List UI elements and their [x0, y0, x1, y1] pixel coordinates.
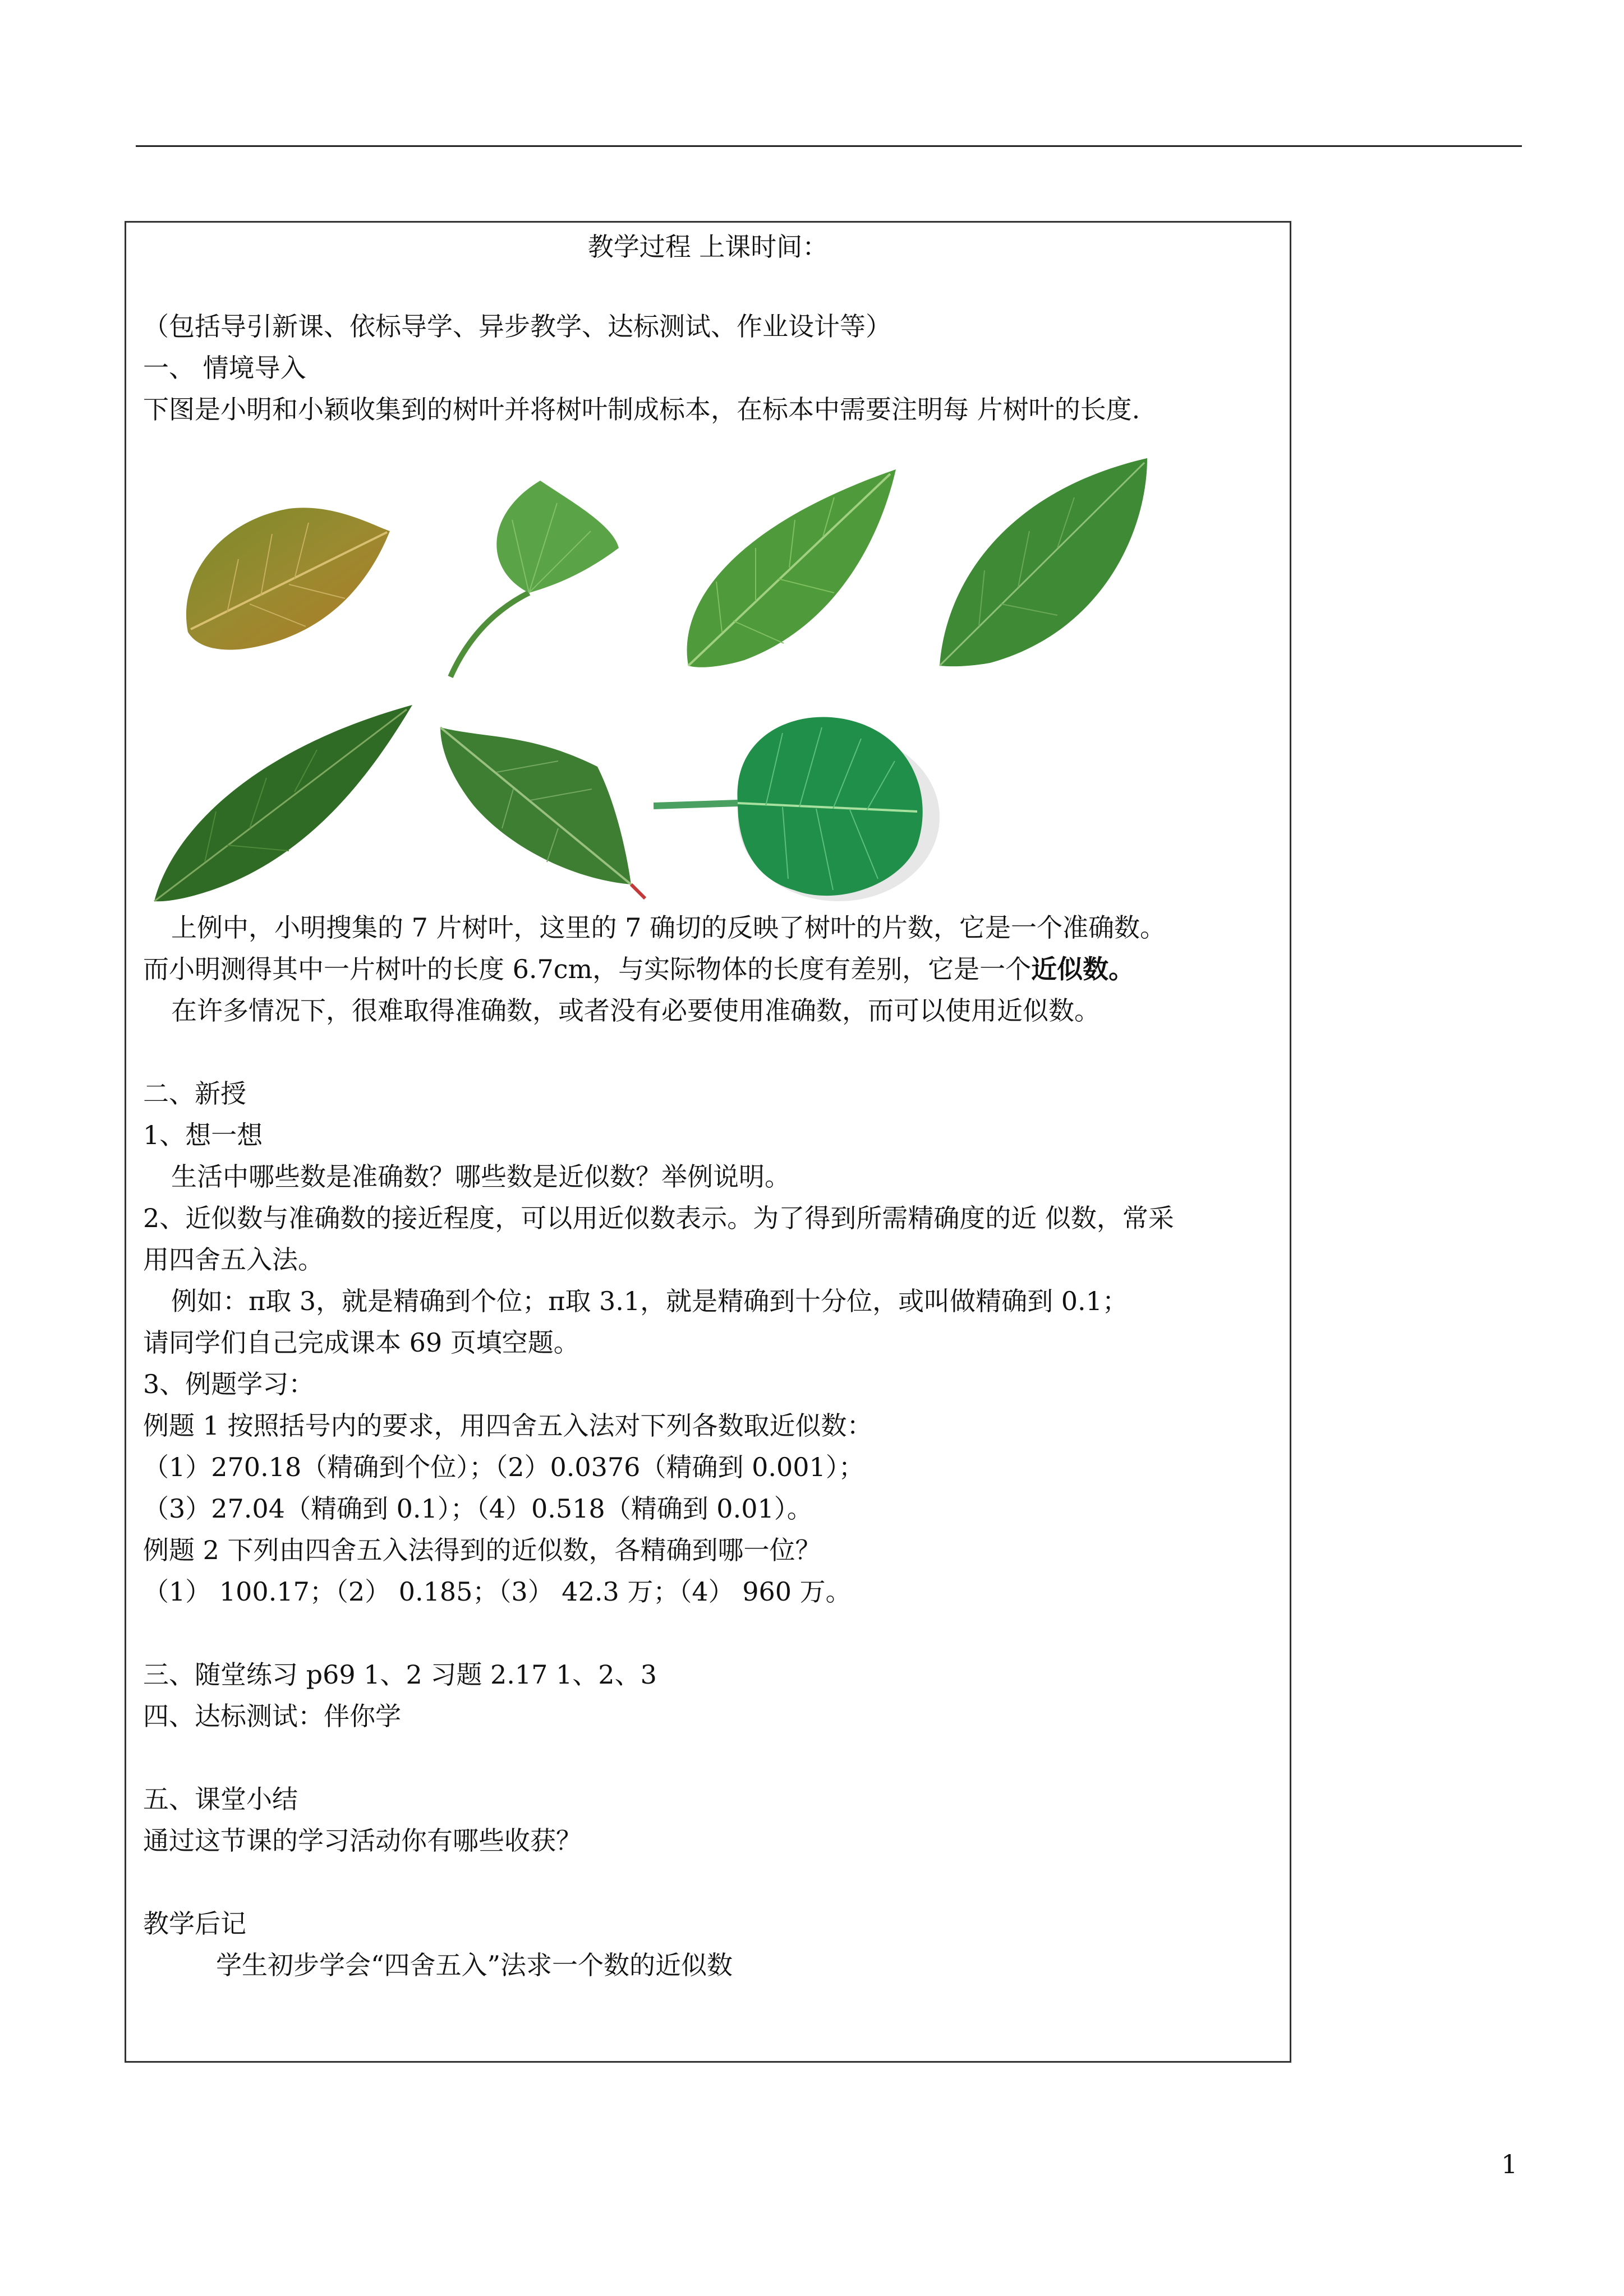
- section1-desc: 下图是小明和小颖收集到的树叶并将树叶制成标本，在标本中需要注明每 片树叶的长度.: [143, 394, 1140, 425]
- item3: 3、例题学习：: [143, 1369, 315, 1399]
- postscript-heading: 教学后记: [143, 1908, 246, 1939]
- item1: 1、想一想: [143, 1120, 263, 1150]
- ex1-line1: （1）270.18（精确到个位）；（2）0.0376（精确到 0.001）；: [143, 1452, 864, 1482]
- example-line2: 请同学们自己完成课本 69 页填空题。: [143, 1327, 579, 1358]
- header-title: 教学过程 上课时间：: [587, 232, 829, 262]
- section1-heading: 一、 情境导入: [143, 353, 306, 383]
- ex1-title: 例题 1 按照括号内的要求，用四舍五入法对下列各数取近似数：: [143, 1410, 873, 1441]
- ex1-line2: （3）27.04（精确到 0.1）；（4）0.518（精确到 0.01）。: [143, 1493, 813, 1524]
- para1-line2-text: 而小明测得其中一片树叶的长度 6.7cm，与实际物体的长度有差别，它是一个: [143, 954, 1032, 984]
- approx-number-term: 近似数。: [1031, 954, 1135, 984]
- lesson-box: [125, 221, 1291, 2063]
- leaf-image-6: [429, 716, 654, 907]
- section5-text: 通过这节课的学习活动你有哪些收获？: [143, 1825, 582, 1856]
- section2-heading: 二、新授: [143, 1078, 246, 1109]
- ex2-title: 例题 2 下列由四舍五入法得到的近似数，各精确到哪一位？: [143, 1535, 821, 1565]
- leaf-image-3: [666, 458, 907, 677]
- leaf-image-4: [923, 447, 1158, 677]
- item1-text: 生活中哪些数是准确数？哪些数是近似数？举例说明。: [171, 1161, 790, 1192]
- example-line1: 例如：π取 3，就是精确到个位；π取 3.1，就是精确到十分位，或叫做精确到 0.1；: [171, 1286, 1128, 1316]
- ex2-line: （1） 100.17；（2） 0.185；（3） 42.3 万；（4） 960 万。: [143, 1576, 852, 1607]
- section5-heading: 五、课堂小结: [143, 1784, 298, 1814]
- intro-note: （包括导引新课、依标导学、异步教学、达标测试、作业设计等）: [143, 311, 891, 342]
- para1-line2: [143, 953, 1134, 985]
- leaf-image-5: [137, 694, 424, 912]
- leaf-image-7: [654, 699, 945, 912]
- item2-line2: 用四舍五入法。: [143, 1244, 324, 1275]
- leaf-image-1: [177, 486, 395, 660]
- header-rule: [136, 145, 1522, 147]
- section4: 四、达标测试：伴你学: [143, 1701, 401, 1731]
- item2-line1: 2、近似数与准确数的接近程度，可以用近似数表示。为了得到所需精确度的近 似数，常采: [143, 1203, 1174, 1233]
- page-number: 1: [1501, 2149, 1518, 2179]
- para2: 在许多情况下，很难取得准确数，或者没有必要使用准确数，而可以使用近似数。: [171, 995, 1100, 1026]
- postscript-text: 学生初步学会“四舍五入”法求一个数的近似数: [216, 1950, 733, 1980]
- para1-line1: 上例中，小明搜集的 7 片树叶，这里的 7 确切的反映了树叶的片数，它是一个准确数。: [171, 912, 1166, 943]
- section3: 三、随堂练习 p69 1、2 习题 2.17 1、2、3: [143, 1659, 657, 1690]
- leaf-image-2: [428, 469, 641, 688]
